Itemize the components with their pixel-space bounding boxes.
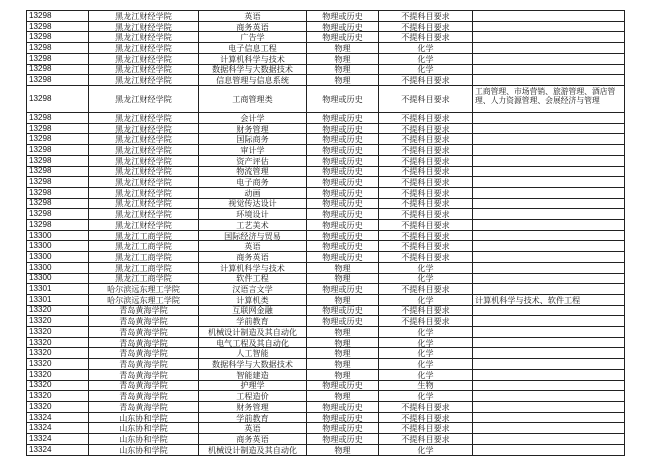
table-row xyxy=(27,187,625,198)
primary-subject-cell: 物理 xyxy=(307,53,379,64)
school-name-cell: 黑龙江财经学院 xyxy=(89,209,199,220)
major-name-cell: 机械设计制造及其自动化 xyxy=(199,327,307,338)
elective-requirement-cell: 化学 xyxy=(379,337,473,348)
table-row xyxy=(27,198,625,209)
primary-subject-cell: 物理或历史 xyxy=(307,198,379,209)
school-code-cell: 13301 xyxy=(27,294,89,305)
table-row xyxy=(27,113,625,124)
major-name-cell: 信息管理与信息系统 xyxy=(199,75,307,86)
included-majors-cell xyxy=(473,241,625,252)
major-name-cell: 动画 xyxy=(199,187,307,198)
included-majors-cell xyxy=(473,113,625,124)
school-name-cell: 黑龙江财经学院 xyxy=(89,166,199,177)
major-name-cell: 数据科学与大数据技术 xyxy=(199,359,307,370)
primary-subject-cell: 物理或历史 xyxy=(307,316,379,327)
included-majors-cell xyxy=(473,198,625,209)
major-name-cell: 商务英语 xyxy=(199,434,307,445)
primary-subject-cell: 物理 xyxy=(307,348,379,359)
elective-requirement-cell: 化学 xyxy=(379,391,473,402)
school-name-cell: 青岛黄海学院 xyxy=(89,327,199,338)
primary-subject-cell: 物理 xyxy=(307,43,379,54)
school-code-cell: 13320 xyxy=(27,337,89,348)
table-body xyxy=(27,11,625,456)
included-majors-cell xyxy=(473,252,625,263)
major-name-cell: 学前教育 xyxy=(199,316,307,327)
primary-subject-cell: 物理 xyxy=(307,75,379,86)
school-name-cell: 山东协和学院 xyxy=(89,444,199,455)
school-code-cell: 13298 xyxy=(27,53,89,64)
elective-requirement-cell: 不提科目要求 xyxy=(379,423,473,434)
school-name-cell: 青岛黄海学院 xyxy=(89,380,199,391)
primary-subject-cell: 物理或历史 xyxy=(307,423,379,434)
table-row xyxy=(27,423,625,434)
table-row xyxy=(27,434,625,445)
table-row xyxy=(27,11,625,22)
primary-subject-cell: 物理或历史 xyxy=(307,284,379,295)
school-name-cell: 黑龙江财经学院 xyxy=(89,75,199,86)
school-name-cell: 黑龙江财经学院 xyxy=(89,43,199,54)
school-code-cell: 13298 xyxy=(27,166,89,177)
elective-requirement-cell: 不提科目要求 xyxy=(379,198,473,209)
elective-requirement-cell: 不提科目要求 xyxy=(379,284,473,295)
included-majors-cell xyxy=(473,32,625,43)
major-name-cell: 商务英语 xyxy=(199,252,307,263)
major-name-cell: 广告学 xyxy=(199,32,307,43)
table-row xyxy=(27,241,625,252)
major-name-cell: 电气工程及其自动化 xyxy=(199,337,307,348)
school-code-cell: 13298 xyxy=(27,134,89,145)
major-name-cell: 计算机科学与技术 xyxy=(199,53,307,64)
school-name-cell: 黑龙江工商学院 xyxy=(89,273,199,284)
major-name-cell: 学前教育 xyxy=(199,412,307,423)
major-name-cell: 商务英语 xyxy=(199,21,307,32)
elective-requirement-cell: 不提科目要求 xyxy=(379,316,473,327)
included-majors-cell xyxy=(473,262,625,273)
major-name-cell: 智能建造 xyxy=(199,369,307,380)
elective-requirement-cell: 不提科目要求 xyxy=(379,113,473,124)
school-name-cell: 黑龙江财经学院 xyxy=(89,53,199,64)
table-row xyxy=(27,412,625,423)
major-name-cell: 机械设计制造及其自动化 xyxy=(199,444,307,455)
school-name-cell: 黑龙江财经学院 xyxy=(89,21,199,32)
primary-subject-cell: 物理或历史 xyxy=(307,113,379,124)
major-name-cell: 资产评估 xyxy=(199,155,307,166)
elective-requirement-cell: 不提科目要求 xyxy=(379,187,473,198)
included-majors-cell xyxy=(473,64,625,75)
primary-subject-cell: 物理或历史 xyxy=(307,412,379,423)
major-name-cell: 汉语言文学 xyxy=(199,284,307,295)
elective-requirement-cell: 化学 xyxy=(379,294,473,305)
primary-subject-cell: 物理或历史 xyxy=(307,252,379,263)
school-name-cell: 哈尔滨远东理工学院 xyxy=(89,284,199,295)
elective-requirement-cell: 化学 xyxy=(379,444,473,455)
school-code-cell: 13300 xyxy=(27,273,89,284)
primary-subject-cell: 物理 xyxy=(307,359,379,370)
elective-requirement-cell: 化学 xyxy=(379,359,473,370)
major-name-cell: 财务管理 xyxy=(199,123,307,134)
school-code-cell: 13298 xyxy=(27,75,89,86)
elective-requirement-cell: 不提科目要求 xyxy=(379,145,473,156)
school-name-cell: 黑龙江财经学院 xyxy=(89,85,199,112)
included-majors-cell: 工商管理、市场营销、旅游管理、酒店管理、人力资源管理、会展经济与管理 xyxy=(473,85,625,112)
school-code-cell: 13298 xyxy=(27,85,89,112)
table-row xyxy=(27,53,625,64)
school-code-cell: 13324 xyxy=(27,434,89,445)
major-name-cell: 计算机科学与技术 xyxy=(199,262,307,273)
school-code-cell: 13320 xyxy=(27,327,89,338)
school-name-cell: 黑龙江财经学院 xyxy=(89,134,199,145)
school-name-cell: 山东协和学院 xyxy=(89,423,199,434)
included-majors-cell xyxy=(473,380,625,391)
school-code-cell: 13320 xyxy=(27,402,89,413)
included-majors-cell xyxy=(473,145,625,156)
school-code-cell: 13298 xyxy=(27,155,89,166)
school-code-cell: 13298 xyxy=(27,32,89,43)
table-row xyxy=(27,166,625,177)
school-code-cell: 13320 xyxy=(27,348,89,359)
major-name-cell: 工程造价 xyxy=(199,391,307,402)
major-name-cell: 视觉传达设计 xyxy=(199,198,307,209)
school-code-cell: 13324 xyxy=(27,444,89,455)
primary-subject-cell: 物理或历史 xyxy=(307,380,379,391)
school-code-cell: 13320 xyxy=(27,359,89,370)
major-name-cell: 英语 xyxy=(199,241,307,252)
school-name-cell: 黑龙江财经学院 xyxy=(89,145,199,156)
primary-subject-cell: 物理或历史 xyxy=(307,305,379,316)
major-name-cell: 数据科学与大数据技术 xyxy=(199,64,307,75)
included-majors-cell xyxy=(473,423,625,434)
included-majors-cell xyxy=(473,402,625,413)
table-row xyxy=(27,380,625,391)
table-row xyxy=(27,85,625,112)
included-majors-cell xyxy=(473,327,625,338)
primary-subject-cell: 物理 xyxy=(307,444,379,455)
school-name-cell: 黑龙江财经学院 xyxy=(89,11,199,22)
table-row xyxy=(27,177,625,188)
included-majors-cell xyxy=(473,444,625,455)
primary-subject-cell: 物理或历史 xyxy=(307,123,379,134)
school-code-cell: 13298 xyxy=(27,177,89,188)
elective-requirement-cell: 不提科目要求 xyxy=(379,32,473,43)
included-majors-cell xyxy=(473,134,625,145)
table-row xyxy=(27,75,625,86)
primary-subject-cell: 物理或历史 xyxy=(307,434,379,445)
major-name-cell: 护理学 xyxy=(199,380,307,391)
table-row xyxy=(27,369,625,380)
school-name-cell: 黑龙江工商学院 xyxy=(89,252,199,263)
school-name-cell: 青岛黄海学院 xyxy=(89,359,199,370)
school-code-cell: 13298 xyxy=(27,220,89,231)
table-row xyxy=(27,305,625,316)
primary-subject-cell: 物理或历史 xyxy=(307,134,379,145)
included-majors-cell xyxy=(473,337,625,348)
school-name-cell: 青岛黄海学院 xyxy=(89,348,199,359)
included-majors-cell xyxy=(473,220,625,231)
school-name-cell: 哈尔滨远东理工学院 xyxy=(89,294,199,305)
elective-requirement-cell: 化学 xyxy=(379,369,473,380)
primary-subject-cell: 物理或历史 xyxy=(307,177,379,188)
school-code-cell: 13298 xyxy=(27,113,89,124)
school-code-cell: 13324 xyxy=(27,412,89,423)
included-majors-cell xyxy=(473,230,625,241)
elective-requirement-cell: 化学 xyxy=(379,64,473,75)
included-majors-cell xyxy=(473,187,625,198)
elective-requirement-cell: 不提科目要求 xyxy=(379,434,473,445)
school-code-cell: 13298 xyxy=(27,11,89,22)
table-row xyxy=(27,337,625,348)
school-name-cell: 青岛黄海学院 xyxy=(89,391,199,402)
major-name-cell: 审计学 xyxy=(199,145,307,156)
table-row xyxy=(27,444,625,455)
major-name-cell: 英语 xyxy=(199,11,307,22)
major-name-cell: 会计学 xyxy=(199,113,307,124)
school-name-cell: 黑龙江财经学院 xyxy=(89,220,199,231)
table-row xyxy=(27,209,625,220)
major-name-cell: 人工智能 xyxy=(199,348,307,359)
primary-subject-cell: 物理或历史 xyxy=(307,241,379,252)
major-name-cell: 电子信息工程 xyxy=(199,43,307,54)
elective-requirement-cell: 生物 xyxy=(379,380,473,391)
school-name-cell: 黑龙江财经学院 xyxy=(89,198,199,209)
table-row xyxy=(27,32,625,43)
primary-subject-cell: 物理或历史 xyxy=(307,209,379,220)
school-name-cell: 黑龙江财经学院 xyxy=(89,123,199,134)
elective-requirement-cell: 不提科目要求 xyxy=(379,11,473,22)
primary-subject-cell: 物理 xyxy=(307,327,379,338)
primary-subject-cell: 物理或历史 xyxy=(307,85,379,112)
school-name-cell: 黑龙江财经学院 xyxy=(89,32,199,43)
school-name-cell: 黑龙江工商学院 xyxy=(89,241,199,252)
elective-requirement-cell: 化学 xyxy=(379,348,473,359)
table-row xyxy=(27,402,625,413)
table-row xyxy=(27,145,625,156)
elective-requirement-cell: 不提科目要求 xyxy=(379,220,473,231)
school-code-cell: 13320 xyxy=(27,380,89,391)
elective-requirement-cell: 不提科目要求 xyxy=(379,177,473,188)
school-code-cell: 13301 xyxy=(27,284,89,295)
school-code-cell: 13300 xyxy=(27,252,89,263)
elective-requirement-cell: 化学 xyxy=(379,53,473,64)
school-code-cell: 13298 xyxy=(27,64,89,75)
major-name-cell: 国际经济与贸易 xyxy=(199,230,307,241)
elective-requirement-cell: 不提科目要求 xyxy=(379,134,473,145)
elective-requirement-cell: 不提科目要求 xyxy=(379,402,473,413)
major-name-cell: 英语 xyxy=(199,423,307,434)
primary-subject-cell: 物理 xyxy=(307,64,379,75)
table-row xyxy=(27,359,625,370)
elective-requirement-cell: 不提科目要求 xyxy=(379,85,473,112)
major-name-cell: 工艺美术 xyxy=(199,220,307,231)
primary-subject-cell: 物理或历史 xyxy=(307,187,379,198)
major-name-cell: 计算机类 xyxy=(199,294,307,305)
primary-subject-cell: 物理或历史 xyxy=(307,11,379,22)
included-majors-cell: 计算机科学与技术、软件工程 xyxy=(473,294,625,305)
included-majors-cell xyxy=(473,155,625,166)
table-row xyxy=(27,284,625,295)
school-code-cell: 13320 xyxy=(27,369,89,380)
table-row xyxy=(27,230,625,241)
school-code-cell: 13298 xyxy=(27,21,89,32)
included-majors-cell xyxy=(473,348,625,359)
school-name-cell: 山东协和学院 xyxy=(89,412,199,423)
table-row xyxy=(27,316,625,327)
included-majors-cell xyxy=(473,305,625,316)
primary-subject-cell: 物理 xyxy=(307,273,379,284)
primary-subject-cell: 物理或历史 xyxy=(307,21,379,32)
school-name-cell: 青岛黄海学院 xyxy=(89,402,199,413)
school-name-cell: 黑龙江财经学院 xyxy=(89,113,199,124)
elective-requirement-cell: 不提科目要求 xyxy=(379,166,473,177)
table-row xyxy=(27,43,625,54)
school-name-cell: 黑龙江财经学院 xyxy=(89,155,199,166)
elective-requirement-cell: 不提科目要求 xyxy=(379,252,473,263)
table-row xyxy=(27,155,625,166)
table-row xyxy=(27,252,625,263)
school-name-cell: 黑龙江财经学院 xyxy=(89,64,199,75)
primary-subject-cell: 物理或历史 xyxy=(307,32,379,43)
primary-subject-cell: 物理或历史 xyxy=(307,145,379,156)
elective-requirement-cell: 不提科目要求 xyxy=(379,21,473,32)
table-row xyxy=(27,134,625,145)
school-name-cell: 青岛黄海学院 xyxy=(89,337,199,348)
included-majors-cell xyxy=(473,434,625,445)
elective-requirement-cell: 不提科目要求 xyxy=(379,209,473,220)
included-majors-cell xyxy=(473,369,625,380)
table-row xyxy=(27,327,625,338)
table-row xyxy=(27,21,625,32)
primary-subject-cell: 物理 xyxy=(307,337,379,348)
elective-requirement-cell: 不提科目要求 xyxy=(379,412,473,423)
school-code-cell: 13300 xyxy=(27,230,89,241)
school-name-cell: 黑龙江财经学院 xyxy=(89,177,199,188)
elective-requirement-cell: 不提科目要求 xyxy=(379,123,473,134)
included-majors-cell xyxy=(473,316,625,327)
included-majors-cell xyxy=(473,412,625,423)
school-name-cell: 青岛黄海学院 xyxy=(89,305,199,316)
school-code-cell: 13298 xyxy=(27,198,89,209)
primary-subject-cell: 物理或历史 xyxy=(307,166,379,177)
included-majors-cell xyxy=(473,53,625,64)
primary-subject-cell: 物理或历史 xyxy=(307,155,379,166)
included-majors-cell xyxy=(473,209,625,220)
included-majors-cell xyxy=(473,21,625,32)
elective-requirement-cell: 不提科目要求 xyxy=(379,230,473,241)
elective-requirement-cell: 化学 xyxy=(379,327,473,338)
elective-requirement-cell: 化学 xyxy=(379,273,473,284)
school-name-cell: 青岛黄海学院 xyxy=(89,369,199,380)
table-row xyxy=(27,273,625,284)
school-name-cell: 青岛黄海学院 xyxy=(89,316,199,327)
included-majors-cell xyxy=(473,177,625,188)
included-majors-cell xyxy=(473,43,625,54)
major-name-cell: 财务管理 xyxy=(199,402,307,413)
table-row xyxy=(27,123,625,134)
major-name-cell: 环境设计 xyxy=(199,209,307,220)
elective-requirement-cell: 不提科目要求 xyxy=(379,155,473,166)
elective-requirement-cell: 不提科目要求 xyxy=(379,241,473,252)
primary-subject-cell: 物理或历史 xyxy=(307,402,379,413)
table-row xyxy=(27,294,625,305)
major-name-cell: 互联网金融 xyxy=(199,305,307,316)
school-code-cell: 13300 xyxy=(27,262,89,273)
elective-requirement-cell: 化学 xyxy=(379,262,473,273)
major-name-cell: 软件工程 xyxy=(199,273,307,284)
school-code-cell: 13298 xyxy=(27,145,89,156)
school-code-cell: 13298 xyxy=(27,187,89,198)
included-majors-cell xyxy=(473,123,625,134)
included-majors-cell xyxy=(473,166,625,177)
school-name-cell: 山东协和学院 xyxy=(89,434,199,445)
school-code-cell: 13298 xyxy=(27,209,89,220)
elective-requirement-cell: 化学 xyxy=(379,43,473,54)
school-code-cell: 13320 xyxy=(27,316,89,327)
table-row xyxy=(27,262,625,273)
school-code-cell: 13298 xyxy=(27,123,89,134)
elective-requirement-cell: 不提科目要求 xyxy=(379,305,473,316)
primary-subject-cell: 物理 xyxy=(307,369,379,380)
table-row xyxy=(27,391,625,402)
major-name-cell: 电子商务 xyxy=(199,177,307,188)
school-name-cell: 黑龙江财经学院 xyxy=(89,187,199,198)
school-code-cell: 13320 xyxy=(27,305,89,316)
included-majors-cell xyxy=(473,11,625,22)
table-row xyxy=(27,220,625,231)
school-code-cell: 13320 xyxy=(27,391,89,402)
table-row xyxy=(27,64,625,75)
primary-subject-cell: 物理 xyxy=(307,391,379,402)
primary-subject-cell: 物理 xyxy=(307,262,379,273)
included-majors-cell xyxy=(473,391,625,402)
school-name-cell: 黑龙江工商学院 xyxy=(89,262,199,273)
school-code-cell: 13300 xyxy=(27,241,89,252)
table-row xyxy=(27,348,625,359)
major-name-cell: 国际商务 xyxy=(199,134,307,145)
included-majors-cell xyxy=(473,75,625,86)
primary-subject-cell: 物理或历史 xyxy=(307,220,379,231)
school-name-cell: 黑龙江工商学院 xyxy=(89,230,199,241)
enrollment-table xyxy=(26,10,625,456)
primary-subject-cell: 物理或历史 xyxy=(307,230,379,241)
included-majors-cell xyxy=(473,273,625,284)
elective-requirement-cell: 不提科目要求 xyxy=(379,75,473,86)
school-code-cell: 13324 xyxy=(27,423,89,434)
primary-subject-cell: 物理 xyxy=(307,294,379,305)
major-name-cell: 工商管理类 xyxy=(199,85,307,112)
included-majors-cell xyxy=(473,284,625,295)
major-name-cell: 物流管理 xyxy=(199,166,307,177)
school-code-cell: 13298 xyxy=(27,43,89,54)
included-majors-cell xyxy=(473,359,625,370)
